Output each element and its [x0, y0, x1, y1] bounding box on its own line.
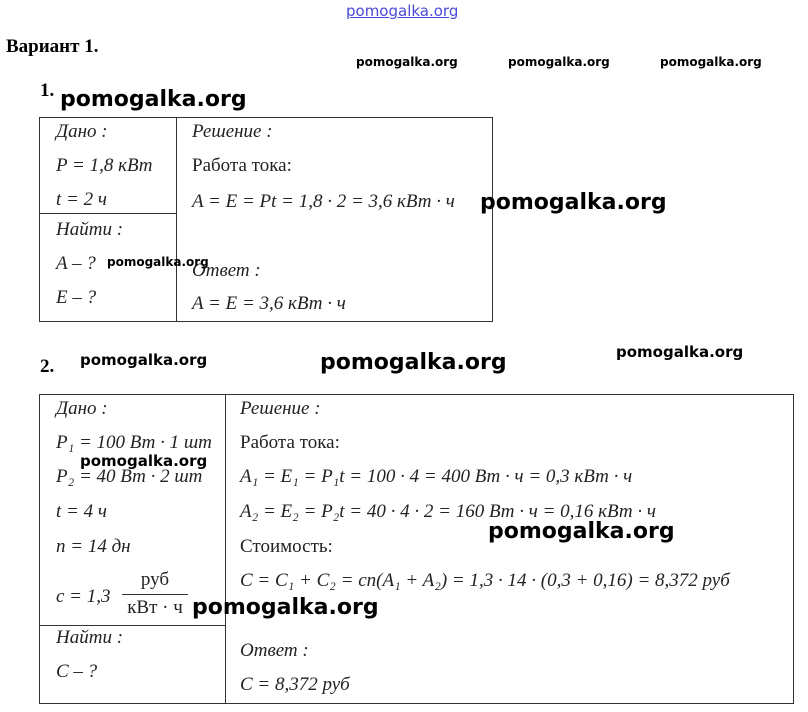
problem1-solution-label: Решение :	[192, 121, 273, 142]
variant-heading: Вариант 1.	[6, 36, 99, 57]
watermark: pomogalka.org	[107, 255, 209, 269]
problem2-given-p2: P₂ = 40 Вт · 2 шт	[56, 466, 203, 487]
problem2-given-label: Дано :	[56, 398, 108, 419]
problem2-work-label: Работа тока:	[240, 432, 340, 453]
watermark: pomogalka.org	[80, 351, 208, 369]
problem2-find-cost: C – ?	[56, 661, 98, 682]
watermark: pomogalka.org	[320, 350, 507, 375]
problem1-divider	[176, 117, 177, 322]
problem1-find-work: A – ?	[56, 253, 96, 274]
watermark: pomogalka.org	[480, 190, 667, 215]
problem1-given-time: t = 2 ч	[56, 189, 107, 210]
watermark: pomogalka.org	[80, 452, 208, 470]
problem1-find-label: Найти :	[56, 219, 124, 240]
problem2-work-line-2: A₂ = E₂ = P₂t = 40 · 4 · 2 = 160 Вт · ч = 0,16 кВт · ч	[240, 501, 656, 522]
problem1-answer: A = E = 3,6 кВт · ч	[192, 293, 346, 314]
problem2-cost-unit	[122, 569, 188, 619]
problem1-given-power: P = 1,8 кВт	[56, 155, 153, 176]
problem2-given-time: t = 4 ч	[56, 501, 107, 522]
watermark: pomogalka.org	[508, 55, 610, 69]
problem2-answer: C = 8,372 руб	[240, 674, 350, 695]
problem2-given-p1: P₁ = 100 Вт · 1 шт	[56, 432, 212, 453]
watermark: pomogalka.org	[616, 343, 744, 361]
problem1-number: 1.	[40, 80, 55, 101]
problem1-answer-label: Ответ :	[192, 260, 261, 281]
problem2-cost-unit-numerator: руб	[140, 569, 170, 590]
problem2-solution-label: Решение :	[240, 398, 321, 419]
watermark: pomogalka.org	[488, 519, 675, 544]
problem2-answer-label: Ответ :	[240, 640, 309, 661]
problem1-solution-formula: A = E = Pt = 1,8 · 2 = 3,6 кВт · ч	[192, 191, 455, 212]
problem1-given-label: Дано :	[56, 121, 108, 142]
fraction-bar	[122, 594, 188, 595]
problem2-divider	[225, 394, 226, 704]
problem2-find-label: Найти :	[56, 627, 124, 648]
watermark: pomogalka.org	[660, 55, 762, 69]
problem2-given-cost: c = 1,3	[56, 586, 111, 607]
problem1-given-divider	[39, 213, 177, 214]
problem1-find-energy: E – ?	[56, 287, 97, 308]
watermark: pomogalka.org	[356, 55, 458, 69]
problem2-given-divider	[39, 625, 226, 626]
problem2-given-days: n = 14 дн	[56, 536, 131, 557]
watermark: pomogalka.org	[192, 595, 379, 620]
watermark-top-link[interactable]: pomogalka.org	[346, 2, 459, 20]
problem2-cost-unit-denominator: кВт · ч	[127, 597, 183, 618]
problem2-work-line-1: A₁ = E₁ = P₁t = 100 · 4 = 400 Вт · ч = 0,3 кВт · ч	[240, 466, 633, 487]
problem2-cost-formula: C = C₁ + C₂ = cn(A₁ + A₂) = 1,3 · 14 · (0,3 + 0,16) = 8,372 руб	[240, 570, 730, 591]
problem2-number: 2.	[40, 356, 55, 377]
problem1-solution-intro: Работа тока:	[192, 155, 292, 176]
problem2-cost-label: Стоимость:	[240, 536, 333, 557]
watermark: pomogalka.org	[60, 87, 247, 112]
